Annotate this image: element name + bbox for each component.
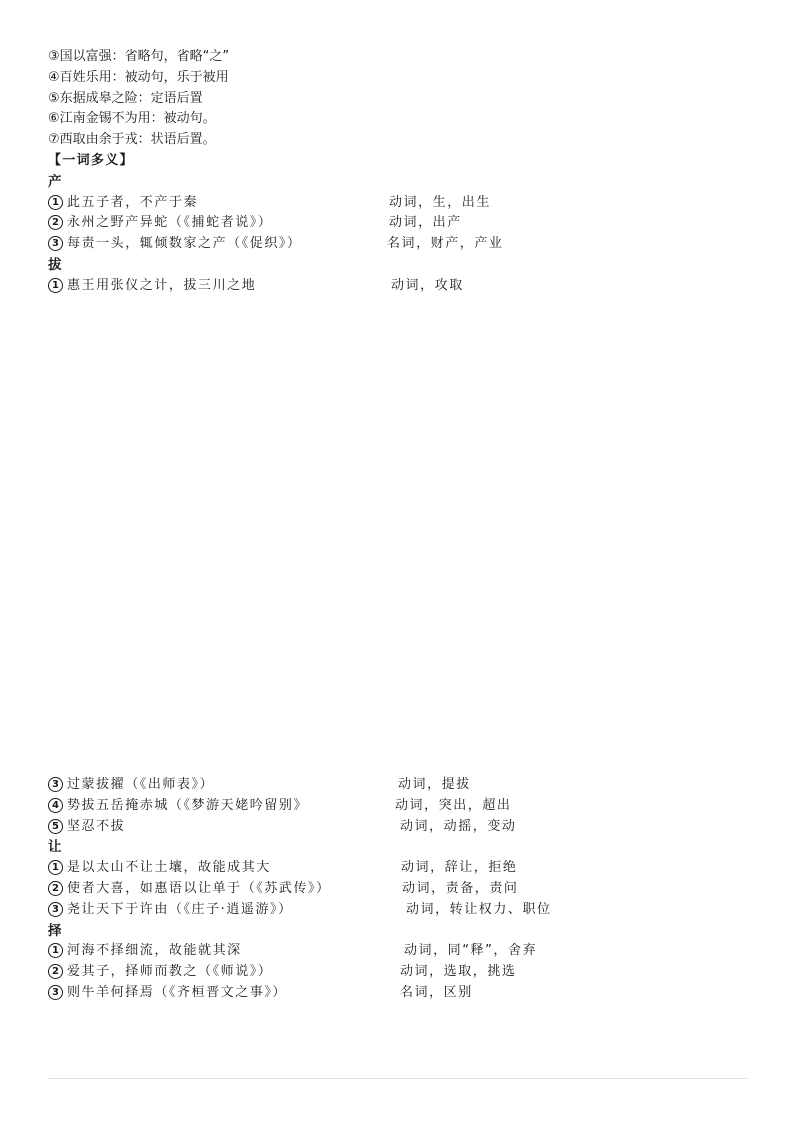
example-row xyxy=(48,276,748,297)
item-number: 1 xyxy=(48,195,63,210)
item-number: 3 xyxy=(48,902,63,917)
example-meaning: 动词，转让权力、职位 xyxy=(406,901,552,917)
example-row xyxy=(48,962,748,983)
bottom-content xyxy=(48,775,748,1004)
example-sentence: 坚忍不拔 xyxy=(67,818,126,834)
item-number: 3 xyxy=(48,236,63,251)
example-sentence: 过蒙拔擢（《出师表》） xyxy=(67,777,215,792)
item-number: 1 xyxy=(48,860,63,875)
word-heading-rang: 让 xyxy=(48,839,62,856)
item-number: 5 xyxy=(48,819,63,834)
pattern-line: ④百姓乐用：被动句，乐于被用 xyxy=(48,69,229,85)
example-sentence: 每责一头，辄倾数家之产（《促织》） xyxy=(67,236,302,252)
footer-divider xyxy=(48,1078,748,1079)
item-number: 1 xyxy=(48,278,63,293)
example-meaning: 动词，责备，责问 xyxy=(402,880,519,896)
example-row xyxy=(48,213,748,234)
example-sentence: 是以太山不让土壤，故能成其大 xyxy=(67,860,271,876)
example-row xyxy=(48,775,748,796)
item-number: 2 xyxy=(48,215,63,230)
item-number: 2 xyxy=(48,964,63,979)
example-sentence: 永州之野产异蛇（《捕蛇者说》） xyxy=(67,215,273,231)
example-meaning: 动词，动摇，变动 xyxy=(400,818,517,834)
example-row xyxy=(48,817,748,838)
example-meaning: 动词，辞让，拒绝 xyxy=(401,860,518,876)
example-meaning: 动词，同“释”，舍弃 xyxy=(404,943,538,959)
example-meaning: 动词，选取，挑选 xyxy=(400,964,517,980)
example-meaning: 名词，财产，产业 xyxy=(387,236,504,252)
example-meaning: 动词，攻取 xyxy=(391,277,464,293)
item-number: 4 xyxy=(48,798,63,813)
example-row xyxy=(48,193,748,214)
example-meaning: 动词，提拔 xyxy=(398,777,471,792)
item-number: 2 xyxy=(48,881,63,896)
pattern-line: ③国以富强：省略句，省略“之” xyxy=(48,49,230,64)
word-heading-ze: 择 xyxy=(48,922,62,939)
item-number: 3 xyxy=(48,777,63,792)
example-sentence: 河海不择细流，故能就其深 xyxy=(67,943,242,959)
example-meaning: 名词，区别 xyxy=(400,984,473,1000)
example-sentence: 此五子者，不产于秦 xyxy=(67,194,199,210)
example-row xyxy=(48,941,748,962)
word-heading-ba: 拔 xyxy=(48,256,62,273)
example-sentence: 尧让天下于许由（《庄子·逍遥游》） xyxy=(67,901,293,917)
example-sentence: 使者大喜，如惠语以让单于（《苏武传》） xyxy=(67,880,331,896)
example-row xyxy=(48,858,748,879)
top-content xyxy=(48,47,748,297)
example-row xyxy=(48,796,748,817)
example-row xyxy=(48,879,748,900)
example-row xyxy=(48,234,748,255)
example-meaning: 动词，突出，超出 xyxy=(395,797,512,813)
example-sentence: 则牛羊何择焉（《齐桓晋文之事》） xyxy=(67,984,287,1000)
section-title: 【一词多义】 xyxy=(48,152,134,168)
item-number: 1 xyxy=(48,943,63,958)
example-meaning: 动词，出产 xyxy=(389,215,462,231)
example-sentence: 爱其子，择师而教之（《师说》） xyxy=(67,964,273,980)
word-heading-chan: 产 xyxy=(48,173,62,190)
example-meaning: 动词，生，出生 xyxy=(389,194,491,210)
example-row xyxy=(48,900,748,921)
pattern-line: ⑥江南金锡不为用：被动句。 xyxy=(48,111,216,127)
example-sentence: 惠王用张仪之计，拔三川之地 xyxy=(67,277,257,293)
item-number: 3 xyxy=(48,985,63,1000)
pattern-line: ⑦西取由余于戎：状语后置。 xyxy=(48,132,216,148)
pattern-line: ⑤东据成皋之险：定语后置 xyxy=(48,90,203,106)
example-row xyxy=(48,983,748,1004)
example-sentence: 势拔五岳掩赤城（《梦游天姥吟留别》 xyxy=(67,797,309,813)
